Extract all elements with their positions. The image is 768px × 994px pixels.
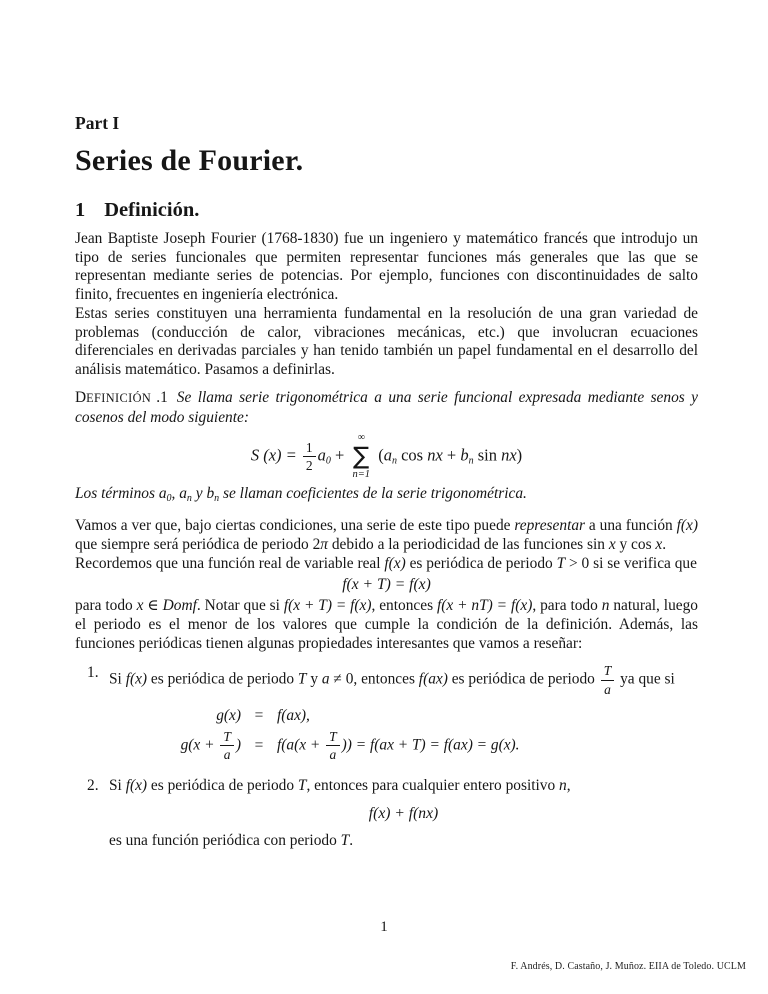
text-run: f(a(x + [277,736,325,754]
fraction-denominator: a [604,681,611,697]
list-number-1: 1. [87,664,99,682]
text-run: π [320,535,329,553]
property-item-1 [75,664,698,766]
text-run: 0 [325,455,331,467]
equation-rhs-2 [277,730,520,762]
text-run: T [556,554,566,572]
fraction-numerator: T [220,730,234,747]
text-run: , entonces [371,597,437,615]
footer-credits: F. Andrés, D. Castaño, J. Muñoz. EIIA de Toledo. UCLM [510,961,746,972]
text-run: nx [501,445,517,465]
summation-lower-limit: n=1 [352,469,371,481]
equation-lhs-1 [109,705,241,727]
part-title: Series de Fourier. [75,144,304,177]
text-run: T [297,777,307,795]
inline-fraction [601,664,615,696]
text-run: b [460,445,469,465]
text-run: . Notar que si [196,597,284,615]
text-run: es periódica de periodo [405,554,557,572]
text-run: b [206,484,215,502]
text-run: Si [109,777,126,795]
text-run: f(x + T) = f(x) [342,576,431,594]
paragraph-period-note [75,597,698,653]
text-run: se llaman coeficientes de la serie trigonométrica. [219,484,527,502]
text-run: 0 [166,492,172,504]
text-run: a [158,484,167,502]
text-run: f(x) [676,517,698,535]
section-title: Definición. [104,199,200,221]
equation-row-2 [109,730,698,762]
text-run: a [321,671,330,689]
definition-body: Se llama serie trigonométrica a una serie funcional expresada mediante senos y cosenos del modo siguiente: [75,388,698,426]
text-run: para todo [75,597,137,615]
text-run: f(x) [125,777,148,795]
text-run: f(ax), [277,706,310,724]
property-1-text [109,664,698,696]
text-run: + [330,445,349,465]
inline-fraction [303,441,316,473]
definition-label-initial: D [75,388,87,406]
aligned-equations [109,705,698,762]
section-heading [75,197,698,224]
text-run: ( [374,445,384,465]
text-run: es una función periódica con periodo [109,831,341,849]
text-run: Si [109,671,126,689]
list-body-2 [109,777,698,850]
text-run: > 0 si se verifica que [565,554,697,572]
text-run: f(x) [125,671,148,689]
text-run: g(x) [216,706,241,724]
property-2-conclusion [109,832,698,851]
text-run: a [383,445,392,465]
text-run: y cos [615,535,656,553]
text-run: x ∈ Domf [136,597,197,615]
text-run: , para todo [532,597,602,615]
text-run: ya que si [616,671,675,689]
text-run: que siempre será periódica de periodo 2 [75,535,321,553]
text-run: Vamos a ver que, bajo ciertas condiciones, una serie de este tipo puede [75,517,515,535]
text-run: y [191,484,207,502]
text-run: ≠ 0, entonces [329,671,419,689]
fraction-denominator: a [329,746,337,762]
text-run: n [559,777,567,795]
definition-label-smallcaps: EFINICIÓN [86,390,152,405]
property-item-2 [75,777,698,850]
summation-symbol [352,433,370,481]
text-run: es periódica de periodo [447,671,599,689]
text-run: . [662,535,667,553]
coefficients-note [75,485,698,509]
text-run: T [340,831,350,849]
text-run: a una función [585,517,677,535]
text-run: S (x) = [250,445,301,465]
text-run: a [317,445,326,465]
summation-upper-limit: ∞ [357,432,365,444]
text-run: x [655,535,663,553]
paragraph-intro-2: Estas series constituyen una herramienta fundamental en la resolución de una gran variedad de problemas (conducción de calor, vibraciones mecánicas, etc.) que involucran ecuaciones diferenciales en derivadas parciales y han tenido también un papel fundamental en el desarrollo del análisis matemático. Pasamos a definirlas. [75,304,698,378]
text-run: ) [516,445,523,465]
text-run: + [442,445,461,465]
part-label: Part I [75,113,120,133]
list-number-2: 2. [87,777,99,795]
sigma-icon: ∑ [353,442,370,471]
inline-fraction [220,730,234,762]
text-run: )) = f(ax + T) = f(ax) = g(x). [341,736,520,754]
text-run: f(x) [384,554,406,572]
text-run: Los términos [75,484,159,502]
text-run: debido a la periodicidad de las funciones sin [328,535,609,553]
text-run: . [349,831,354,849]
equation-rhs-1 [277,705,310,727]
text-run: , [171,484,180,502]
text-run: es periódica de periodo [147,777,298,795]
text-run: f(ax) [418,671,448,689]
section-number: 1 [75,199,86,221]
page-number: 1 [380,919,388,935]
fraction-numerator: T [601,664,615,681]
paragraph-periodic-definition [75,555,698,574]
text-run: cos [396,445,428,465]
text-run: , entonces para cualquier entero positivo [306,777,560,795]
text-run: n [214,492,220,504]
text-run: n [468,455,474,467]
text-run: n [391,455,397,467]
equation-lhs-2 [109,730,241,762]
property-2-text [109,777,698,796]
page-content [75,112,698,851]
text-run: f(x + nT) = f(x) [436,597,533,615]
text-run: n [601,597,610,615]
text-run: x [608,535,616,553]
equation-relation-2: = [254,736,264,754]
sum-periodic-formula [109,805,698,823]
definition-block [75,388,698,427]
text-run: ) [235,736,241,754]
paragraph-intro-1: Jean Baptiste Joseph Fourier (1768-1830) fue un ingeniero y matemático francés que introdujo un tipo de series funcionales que permiten representar funciones más generales que las que se representan mediante series de potencias. Por ejemplo, funciones con discontinuidades de salto finito, frecuentes en ingeniería electrónica. [75,230,698,304]
list-body-1 [109,664,698,766]
text-run: representar [514,517,586,535]
text-run: Recordemos que una función real de variable real [75,554,385,572]
text-run: T [297,671,307,689]
fraction-numerator: T [326,730,340,747]
text-run: , [566,777,571,795]
trigonometric-series-formula [75,433,698,481]
text-run: nx [427,445,443,465]
text-run: sin [473,445,502,465]
definition-label [75,389,151,406]
fraction-denominator: a [223,746,231,762]
paragraph-representation [75,517,698,554]
text-run: natural, luego el periodo es el menor de los valores que cumple la condición de la definición. Además, las funciones periódicas tienen algunas propiedades interesantes que vamos a reseñar: [75,597,698,652]
periodicity-formula [75,576,698,594]
text-run: a [179,484,187,502]
text-run: y [306,671,322,689]
fraction-numerator: 1 [303,441,316,458]
fraction-denominator: 2 [305,457,313,473]
equation-relation-1: = [254,706,264,724]
inline-fraction [326,730,340,762]
equation-row-1 [109,705,698,727]
text-run: g(x + [180,736,219,754]
text-run: f(x + T) = f(x) [283,597,372,615]
text-run: f(x) + f(nx) [368,804,439,822]
text-run: es periódica de periodo [147,671,298,689]
text-run: n [186,492,192,504]
definition-number: .1 [156,388,168,406]
